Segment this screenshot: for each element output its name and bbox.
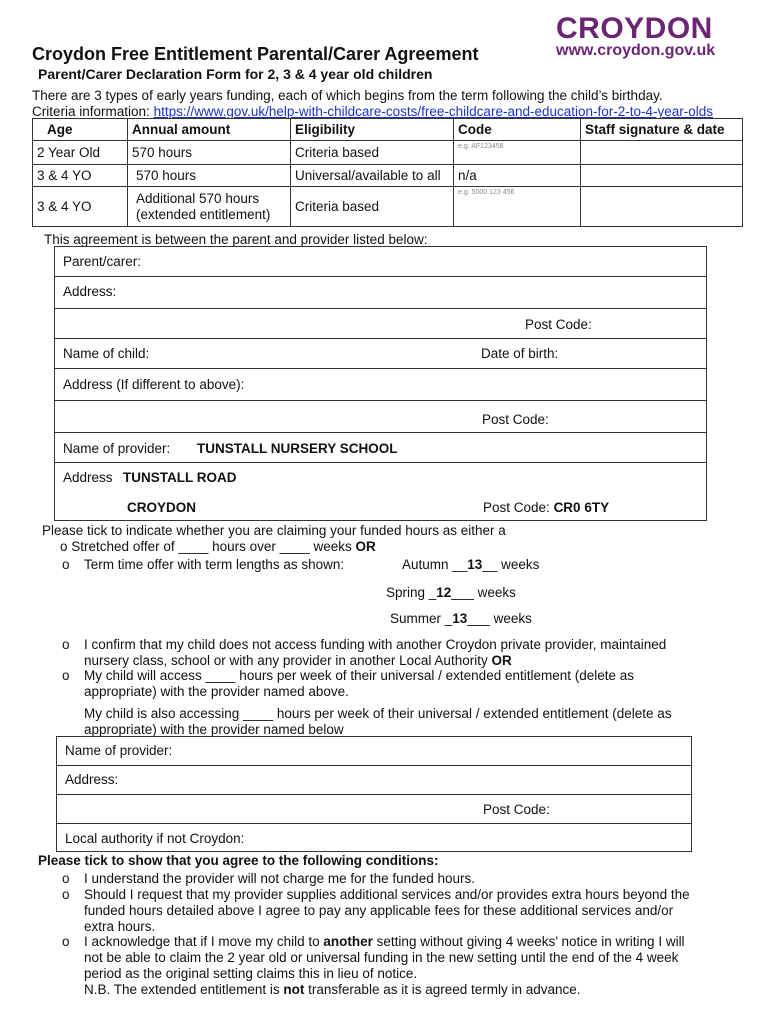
- post-code-label-2: Post Code:: [482, 412, 549, 427]
- stretched-or: OR: [355, 539, 376, 554]
- table-row: [33, 187, 743, 227]
- condition-2-bullet[interactable]: o: [62, 887, 70, 902]
- local-authority-label: Local authority if not Croydon:: [65, 831, 245, 846]
- child-row[interactable]: [55, 339, 706, 369]
- nb-line: [84, 982, 685, 998]
- cell-staff-signature[interactable]: [581, 165, 743, 187]
- parent-carer-row[interactable]: [55, 247, 706, 277]
- confirm-bullet[interactable]: o: [62, 637, 70, 652]
- spring-label: Spring _: [386, 585, 437, 600]
- condition-2-line3: extra hours.: [84, 919, 156, 934]
- header-amount: Annual amount: [128, 119, 291, 141]
- cell-amount: [128, 187, 291, 227]
- code-hint: e.g. 5000 123 456: [458, 189, 515, 196]
- other-provider-address-row[interactable]: [57, 766, 691, 795]
- date-of-birth-label: Date of birth:: [481, 346, 559, 361]
- local-authority-row[interactable]: [57, 824, 691, 852]
- provider-name-row[interactable]: [55, 433, 706, 463]
- cell-age: 2 Year Old: [33, 141, 128, 165]
- condition-2-line1: Should I request that my provider supplies additional services and/or provides extra hours beyond the: [84, 887, 690, 902]
- header-code: Code: [454, 119, 581, 141]
- condition-3-part-a: I acknowledge that if I move my child to: [84, 934, 320, 949]
- confirm-or: OR: [491, 653, 512, 668]
- nb-part-b: not: [283, 982, 305, 997]
- post-code-row-2[interactable]: [55, 401, 706, 433]
- address-label: Address:: [63, 284, 117, 299]
- condition-3-part-b: another: [323, 934, 373, 949]
- cell-age: 3 & 4 YO: [33, 187, 128, 227]
- amount-line2: (extended entitlement): [136, 206, 271, 222]
- also-accessing-text: [84, 706, 672, 738]
- cell-staff-signature[interactable]: [581, 187, 743, 227]
- term-time-text: Term time offer with term lengths as shown:: [84, 557, 345, 572]
- other-provider-postcode-label: Post Code:: [483, 802, 550, 817]
- cell-eligibility: Universal/available to all: [291, 165, 454, 187]
- condition-1-bullet[interactable]: o: [62, 871, 70, 886]
- table-row: [33, 165, 743, 187]
- condition-3-line1: [84, 934, 685, 950]
- conditions-title: Please tick to show that you agree to the following conditions:: [38, 853, 439, 868]
- criteria-link[interactable]: https://www.gov.uk/help-with-childcare-costs/free-childcare-and-education-for-2-to-4-year-olds: [153, 104, 714, 119]
- condition-1-text: I understand the provider will not charge me for the funded hours.: [84, 871, 475, 886]
- amount-line1: Additional 570 hours: [136, 190, 260, 206]
- confirm-text: [84, 637, 666, 669]
- other-provider-name-label: Name of provider:: [65, 743, 173, 758]
- stretched-offer-option[interactable]: [60, 539, 376, 555]
- spring-value: 12: [436, 585, 452, 600]
- condition-2-text: [84, 887, 690, 935]
- confirm-line2: nursery class, school or with any provider in another Local Authority: [84, 653, 488, 668]
- agreement-intro: This agreement is between the parent and provider listed below:: [44, 232, 428, 247]
- spring-weeks: [386, 585, 516, 601]
- provider-address-line1: TUNSTALL ROAD: [123, 470, 237, 485]
- name-of-child-label: Name of child:: [63, 346, 150, 361]
- checkbox-bullet[interactable]: o: [60, 539, 68, 554]
- summer-suffix: ___ weeks: [467, 611, 532, 626]
- criteria-label: Criteria information:: [32, 104, 150, 119]
- provider-address-row[interactable]: [55, 463, 706, 521]
- cell-eligibility: Criteria based: [291, 187, 454, 227]
- cell-code[interactable]: [454, 187, 581, 227]
- nb-part-c: transferable as it is agreed termly in advance.: [308, 982, 581, 997]
- access-bullet[interactable]: o: [62, 668, 70, 683]
- provider-post-code-label: Post Code:: [483, 500, 550, 515]
- address-different-row[interactable]: [55, 369, 706, 401]
- cell-code[interactable]: [454, 141, 581, 165]
- cell-amount: 570 hours: [128, 165, 291, 187]
- funding-table: [32, 118, 743, 227]
- provider-address-label: Address: [63, 470, 113, 485]
- provider-post-code-value: CR0 6TY: [553, 500, 610, 515]
- condition-3-line2: not be able to claim the 2 year old or universal funding in the new setting until the end of the 4 week: [84, 950, 679, 965]
- condition-3-line3: period as the original setting claims this in lieu of notice.: [84, 966, 418, 981]
- header-age: Age: [33, 119, 128, 141]
- page-subtitle: Parent/Carer Declaration Form for 2, 3 & 4 year old children: [38, 66, 433, 82]
- autumn-label: Autumn __: [402, 557, 468, 572]
- summer-label: Summer _: [390, 611, 453, 626]
- access-line2: appropriate) with the provider named above.: [84, 684, 349, 699]
- access-text: [84, 668, 634, 700]
- post-code-row[interactable]: [55, 309, 706, 339]
- table-row: [33, 141, 743, 165]
- term-time-bullet[interactable]: o: [62, 557, 70, 572]
- nb-part-a: N.B. The extended entitlement is: [84, 982, 280, 997]
- autumn-suffix: __ weeks: [482, 557, 540, 572]
- cell-age: 3 & 4 YO: [33, 165, 128, 187]
- condition-3-part-c: setting without giving 4 weeks’ notice in writing I will: [376, 934, 685, 949]
- parent-details-box: [54, 246, 707, 521]
- access-line1: My child will access ____ hours per week of their universal / extended entitlement (delete as: [84, 668, 635, 683]
- stretched-offer-text: Stretched offer of ____ hours over ____ weeks: [71, 539, 352, 554]
- cell-amount: 570 hours: [128, 141, 291, 165]
- tick-intro: Please tick to indicate whether you are claiming your funded hours as either a: [42, 523, 506, 538]
- condition-2-line2: funded hours detailed above I agree to pay any applicable fees for these additional services and/or: [84, 903, 674, 918]
- intro-text: There are 3 types of early years funding, each of which begins from the term following the child’s birthday.: [32, 88, 663, 103]
- address-different-label: Address (If different to above):: [63, 377, 245, 392]
- provider-name-label: Name of provider:: [63, 441, 171, 456]
- provider-post-code: [483, 500, 609, 515]
- croydon-logo: CROYDON: [556, 12, 713, 45]
- address-row[interactable]: [55, 277, 706, 309]
- also-line2: appropriate) with the provider named below: [84, 722, 344, 737]
- condition-3-bullet[interactable]: o: [62, 934, 70, 949]
- confirm-line1: I confirm that my child does not access funding with another Croydon private provider, maintained: [84, 637, 667, 652]
- condition-3-text: [84, 934, 685, 998]
- provider-address-line2: CROYDON: [127, 500, 197, 515]
- spring-suffix: ___ weeks: [451, 585, 516, 600]
- also-line1: My child is also accessing ____ hours per week of their universal / extended entitlement (delete as: [84, 706, 672, 721]
- table-header-row: [33, 119, 743, 141]
- other-provider-postcode-row[interactable]: [57, 795, 691, 824]
- other-provider-address-label: Address:: [65, 772, 119, 787]
- summer-value: 13: [452, 611, 468, 626]
- autumn-value: 13: [467, 557, 483, 572]
- parent-carer-label: Parent/carer:: [63, 254, 142, 269]
- logo-url: www.croydon.gov.uk: [556, 42, 716, 59]
- cell-code: n/a: [454, 165, 581, 187]
- confirm-line2-wrap: [84, 653, 666, 669]
- post-code-label: Post Code:: [525, 317, 592, 332]
- provider-name-value: TUNSTALL NURSERY SCHOOL: [197, 441, 398, 456]
- page-title: Croydon Free Entitlement Parental/Carer Agreement: [32, 44, 479, 64]
- header-eligibility: Eligibility: [291, 119, 454, 141]
- cell-staff-signature[interactable]: [581, 141, 743, 165]
- other-provider-box: [56, 736, 692, 852]
- code-hint: e.g. AF123456: [458, 143, 504, 150]
- cell-eligibility: Criteria based: [291, 141, 454, 165]
- header-staff-signature: Staff signature & date: [581, 119, 743, 141]
- other-provider-name-row[interactable]: [57, 737, 691, 766]
- autumn-weeks: [402, 557, 539, 573]
- summer-weeks: [390, 611, 532, 627]
